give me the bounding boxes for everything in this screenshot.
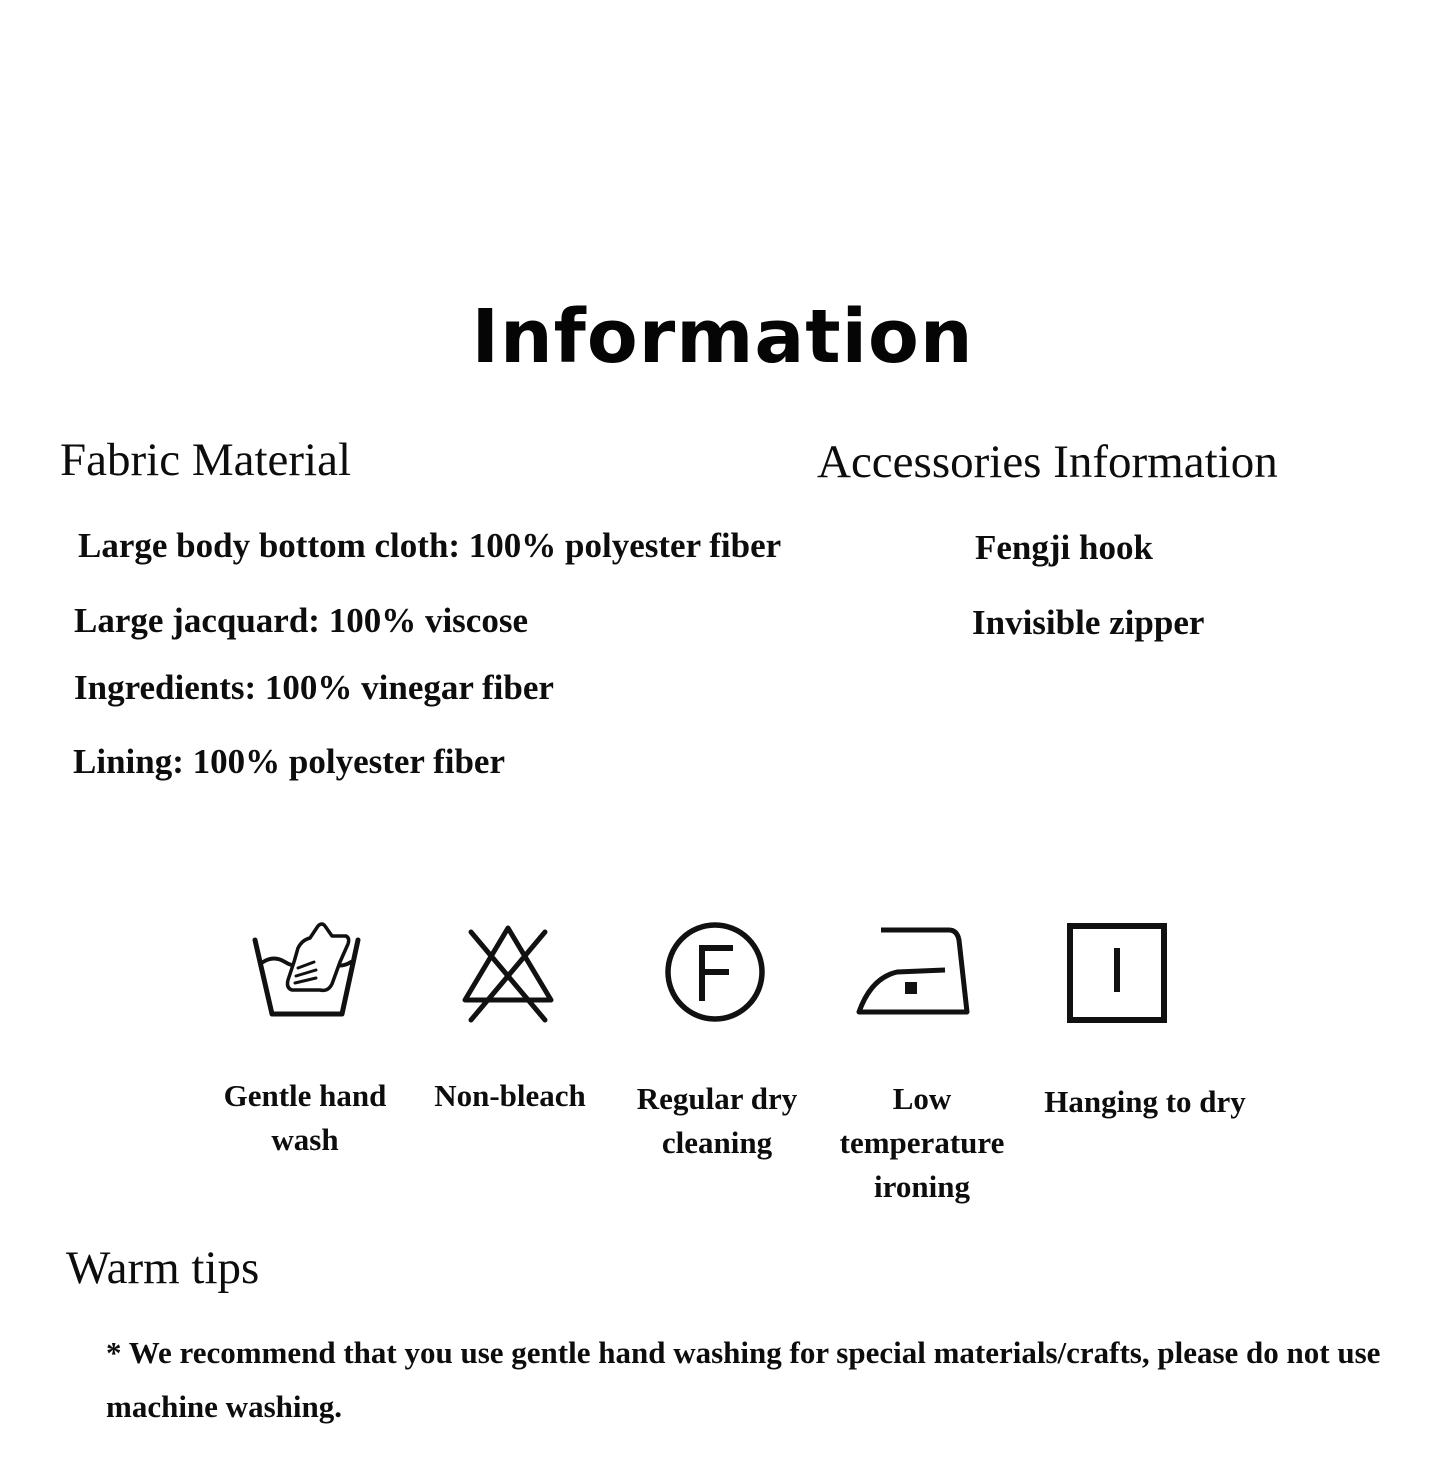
- fabric-item: Ingredients: 100% vinegar fiber: [74, 668, 554, 707]
- fabric-item: Large body bottom cloth: 100% polyester fiber: [78, 526, 782, 565]
- page-title: Information: [471, 294, 974, 380]
- care-label: Gentle hand wash: [223, 1078, 387, 1157]
- accessories-heading: Accessories Information: [817, 436, 1278, 488]
- care-label: Hanging to dry: [1044, 1084, 1246, 1119]
- fabric-item: Large jacquard: 100% viscose: [74, 601, 528, 640]
- care-label: Regular dry cleaning: [636, 1081, 798, 1160]
- line-dry-icon: [1066, 918, 1170, 1028]
- fabric-heading: Fabric Material: [60, 434, 352, 486]
- dry-clean-f-icon: [662, 918, 768, 1028]
- hand-wash-icon: [250, 918, 365, 1028]
- iron-low-icon: [853, 918, 971, 1028]
- accessory-item: Invisible zipper: [972, 603, 1205, 642]
- no-bleach-icon: [459, 918, 557, 1028]
- accessory-item: Fengji hook: [975, 528, 1153, 567]
- tips-heading: Warm tips: [66, 1242, 260, 1294]
- care-label: Low temperature ironing: [839, 1081, 1005, 1204]
- fabric-item: Lining: 100% polyester fiber: [73, 742, 505, 781]
- care-label: Non-bleach: [434, 1078, 586, 1113]
- tip-text: * We recommend that you use gentle hand washing for special materials/crafts, please do not use machine washing.: [106, 1335, 1381, 1424]
